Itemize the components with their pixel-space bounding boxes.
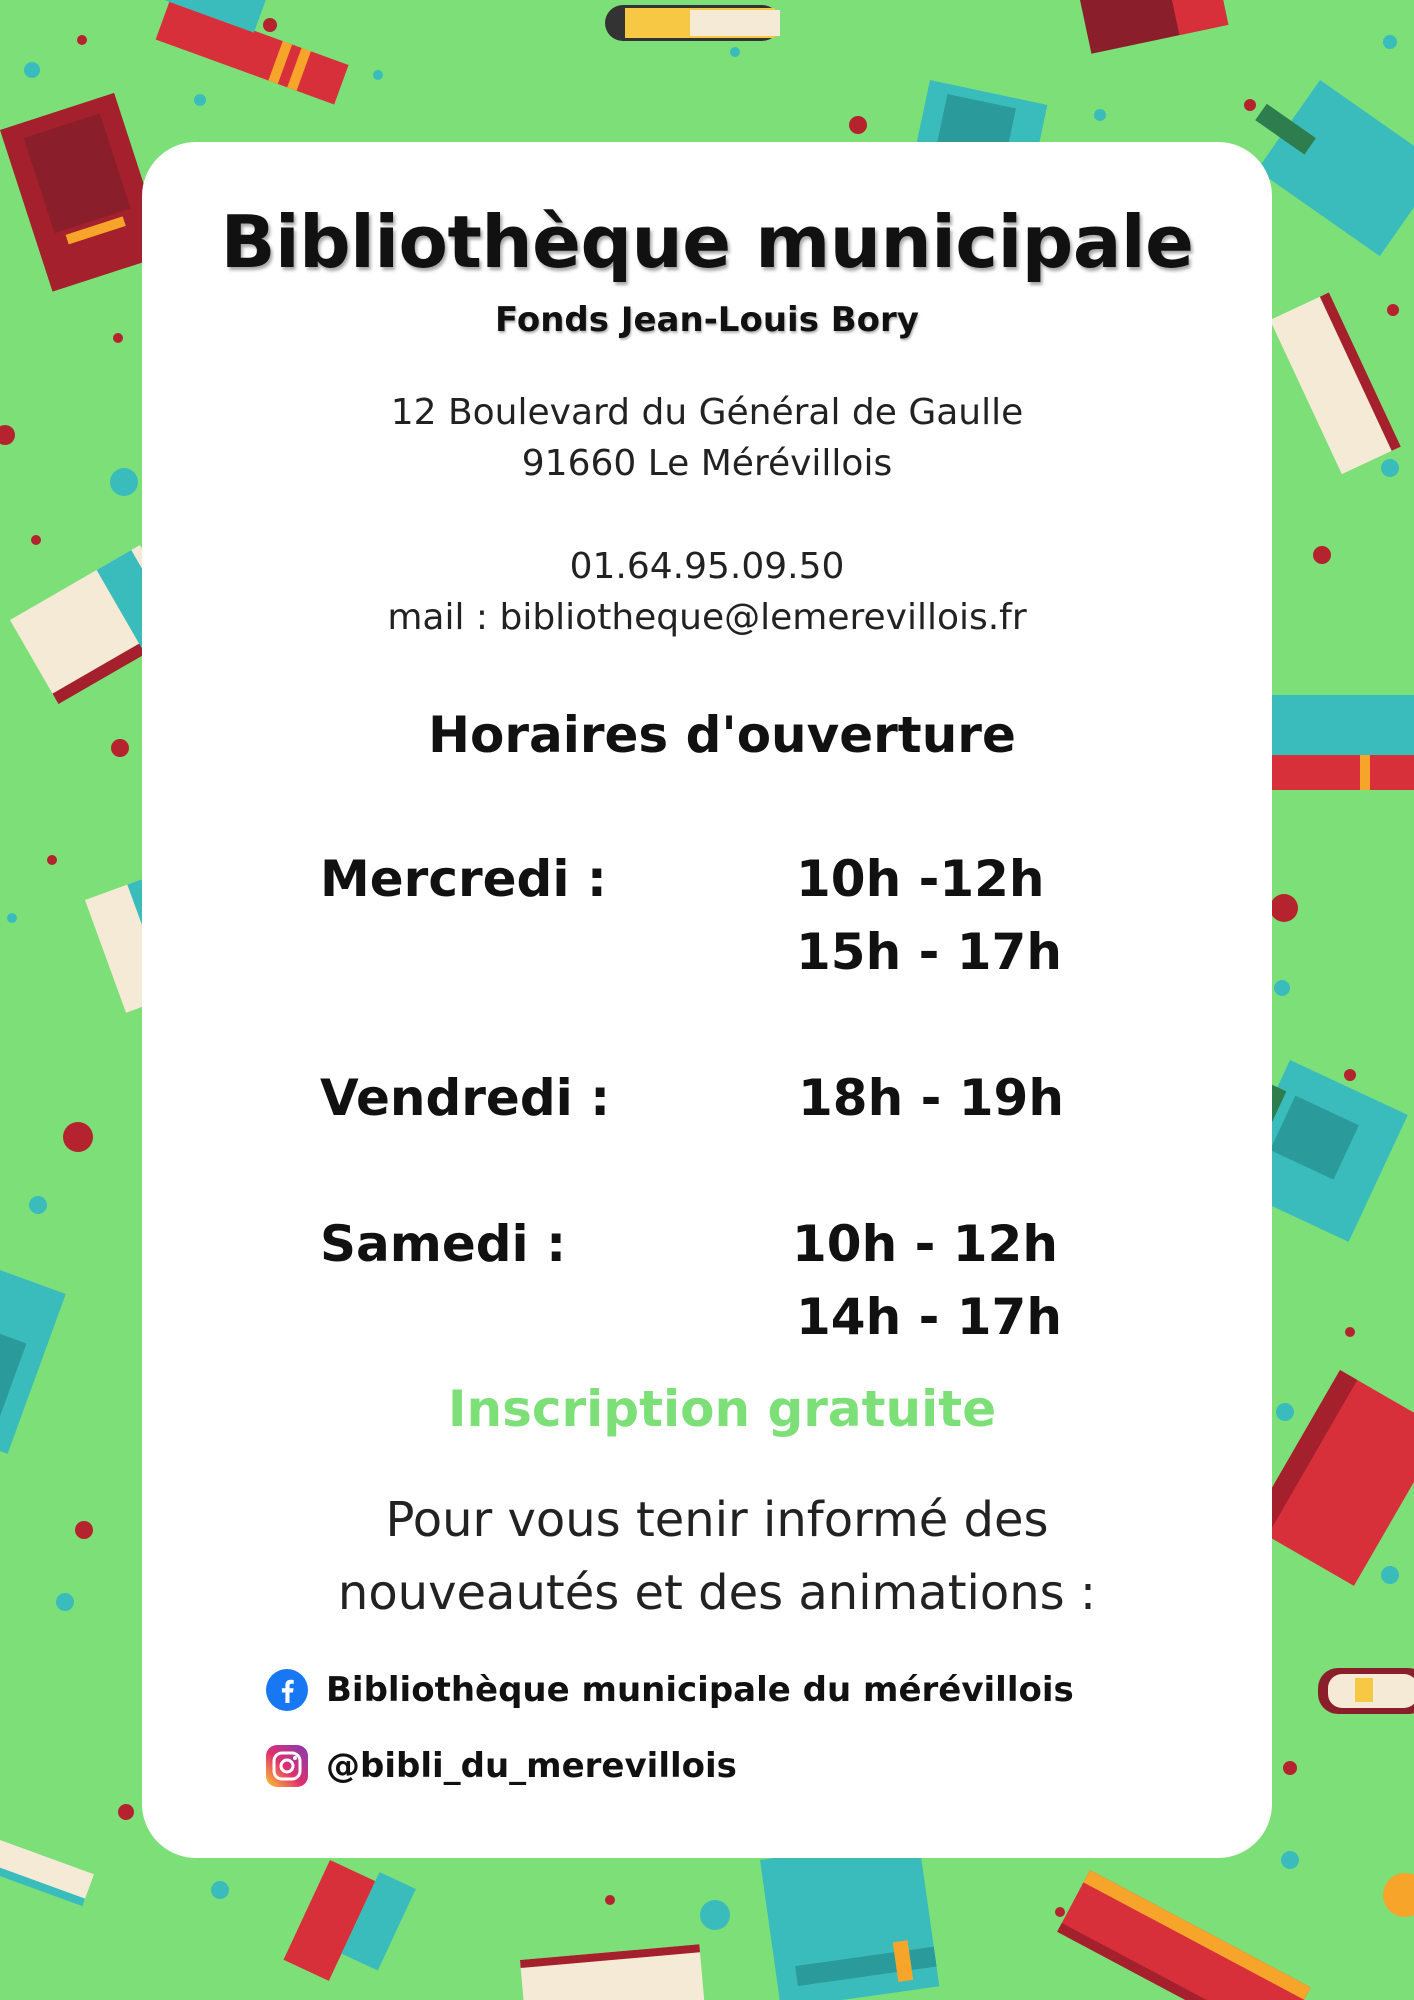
inscription-notice: Inscription gratuite bbox=[447, 1380, 997, 1438]
day-saturday: Samedi : bbox=[320, 1215, 567, 1273]
instagram-label: @bibli_du_merevillois bbox=[326, 1746, 737, 1786]
hours-title: Horaires d'ouverture bbox=[428, 706, 1016, 764]
info-card bbox=[142, 142, 1272, 1858]
page-subtitle: Fonds Jean-Louis Bory bbox=[495, 300, 919, 340]
day-friday: Vendredi : bbox=[320, 1069, 611, 1127]
email-line[interactable]: mail : bibliotheque@lemerevillois.fr bbox=[387, 597, 1027, 638]
info-line-2: nouveautés et des animations : bbox=[337, 1565, 1097, 1621]
address-line-2: 91660 Le Mérévillois bbox=[521, 443, 893, 484]
facebook-icon bbox=[266, 1669, 308, 1711]
instagram-link[interactable] bbox=[266, 1744, 737, 1788]
page-title: Bibliothèque municipale bbox=[220, 200, 1194, 284]
instagram-icon bbox=[266, 1745, 308, 1787]
info-line-1: Pour vous tenir informé des bbox=[385, 1492, 1049, 1548]
day-wednesday: Mercredi : bbox=[320, 850, 607, 908]
phone-number: 01.64.95.09.50 bbox=[569, 546, 845, 587]
facebook-link[interactable] bbox=[266, 1668, 1074, 1712]
address-line-1: 12 Boulevard du Général de Gaulle bbox=[390, 392, 1024, 433]
time-slot: 15h - 17h bbox=[796, 923, 1062, 981]
time-slot: 10h - 12h bbox=[792, 1215, 1058, 1273]
time-slot: 14h - 17h bbox=[796, 1288, 1062, 1346]
time-slot: 10h -12h bbox=[796, 850, 1045, 908]
facebook-label: Bibliothèque municipale du mérévillois bbox=[326, 1670, 1074, 1710]
time-slot: 18h - 19h bbox=[798, 1069, 1064, 1127]
